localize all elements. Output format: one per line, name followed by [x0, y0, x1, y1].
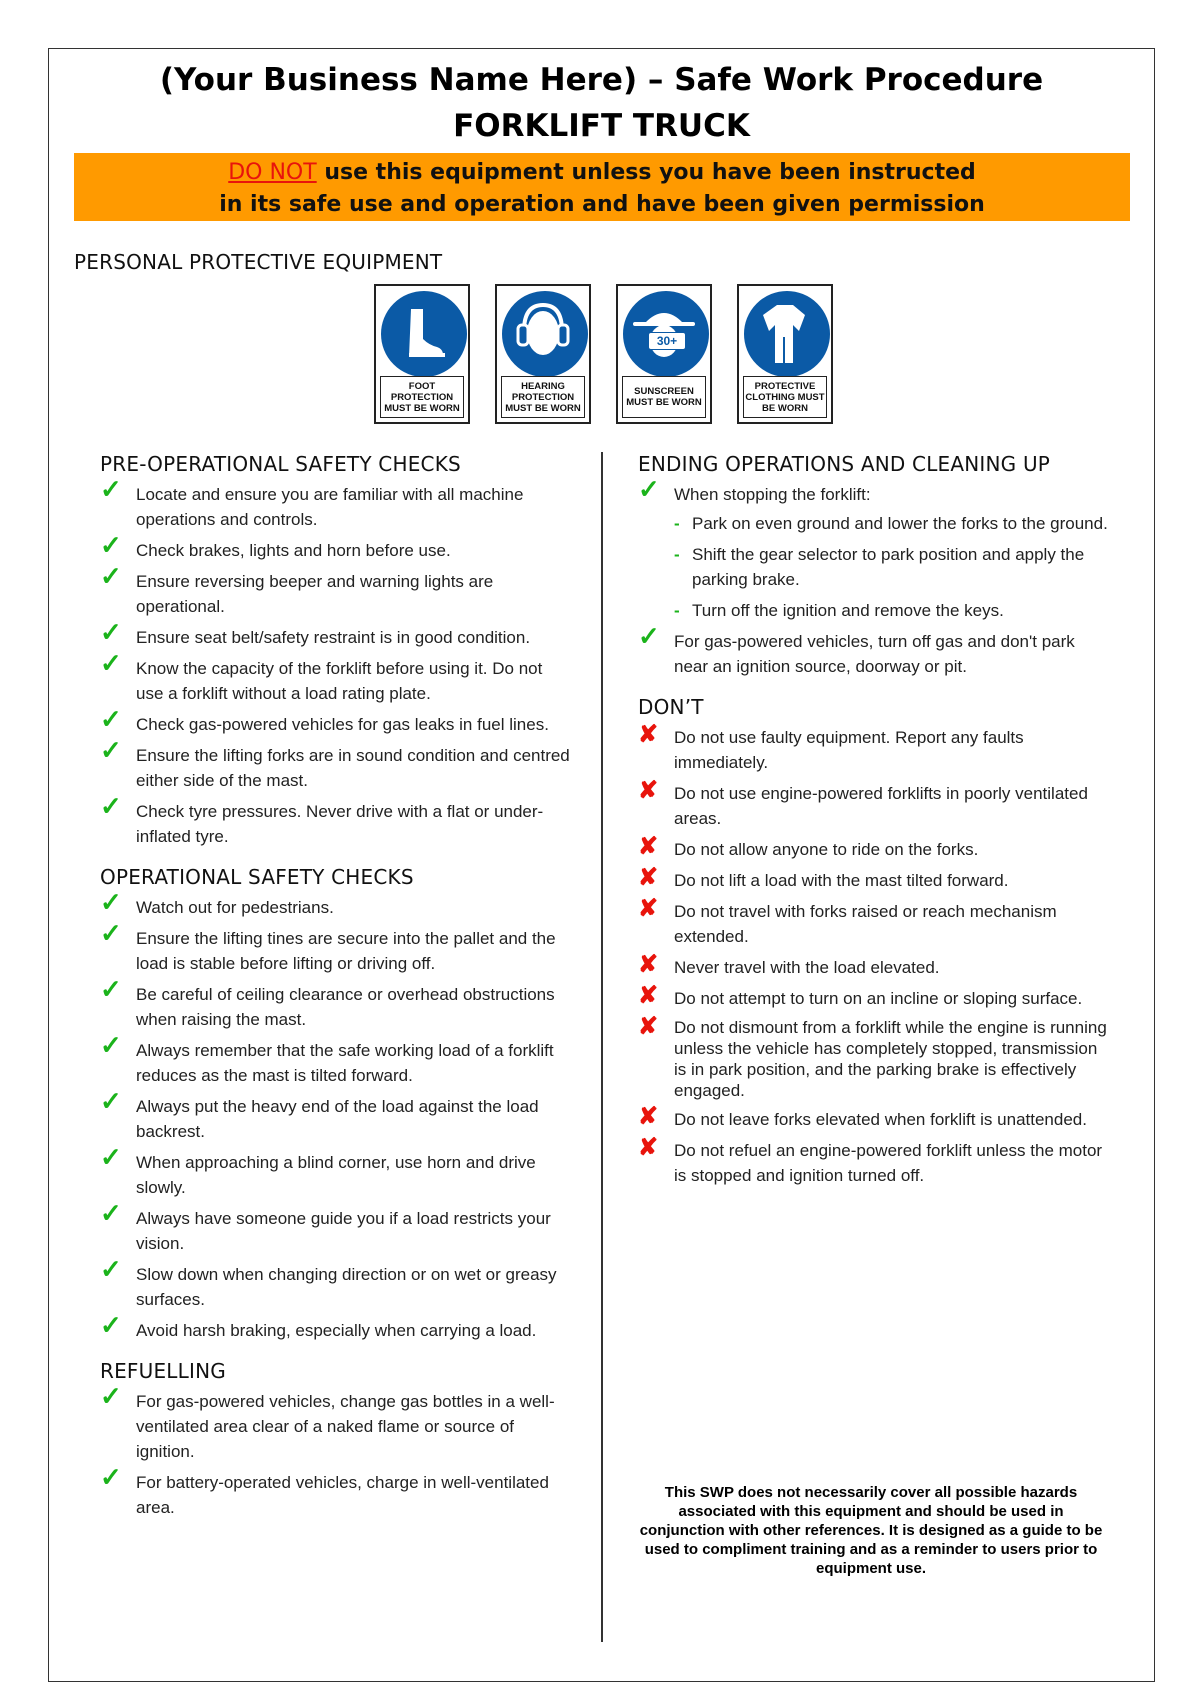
ppe-caption-clothing: PROTECTIVE CLOTHING MUST BE WORN: [743, 376, 827, 418]
ppe-sign-clothing: [737, 284, 833, 424]
ending-section: [638, 452, 1108, 679]
list-item: ✓ Be careful of ceiling clearance or overhead obstructions when raising the mast.: [100, 974, 555, 1029]
check-icon: ✓: [100, 1198, 122, 1228]
check-icon: ✓: [100, 1086, 122, 1116]
refuel-section: [100, 1359, 570, 1520]
list-item: ✘ Do not travel with forks raised or reach mechanism extended.: [638, 895, 1057, 946]
check-icon: ✓: [100, 1030, 122, 1060]
refuel-heading: REFUELLING: [100, 1359, 226, 1383]
ppe-caption-foot: FOOT PROTECTION MUST BE WORN: [380, 376, 464, 418]
list-item: ✘ Do not allow anyone to ride on the forks.: [638, 833, 979, 860]
list-item: ✘ Do not lift a load with the mast tilted forward.: [638, 864, 1009, 891]
ending-list: [638, 474, 1108, 507]
cross-icon: ✘: [638, 777, 659, 804]
op-section: [100, 865, 570, 1343]
check-icon: ✓: [100, 1310, 122, 1340]
list-item: ✓ Locate and ensure you are familiar with all machine operations and controls.: [100, 474, 524, 529]
list-item: ✘ Do not dismount from a forklift while the engine is running unless the vehicle has completely stopped, transmission is in park position, and the parking brake is effectively engaged.: [638, 1013, 1107, 1100]
check-icon: ✓: [100, 561, 122, 591]
check-icon: ✓: [100, 887, 122, 917]
list-item: ✓ Ensure reversing beeper and warning lights are operational.: [100, 561, 494, 616]
left-column: [100, 452, 570, 1536]
cross-icon: ✘: [638, 895, 659, 922]
page-title: (Your Business Name Here) – Safe Work Procedure: [159, 62, 1044, 98]
sub-list-item: - Shift the gear selector to park position and apply the parking brake.: [638, 542, 1108, 592]
check-icon: ✓: [638, 621, 660, 651]
check-icon: ✓: [100, 918, 122, 948]
ppe-sign-foot: [374, 284, 470, 424]
check-icon: ✓: [100, 617, 122, 647]
list-item: ✓ Know the capacity of the forklift before using it. Do not use a forklift without a load rating plate.: [100, 648, 543, 703]
list-item: ✓ Ensure seat belt/safety restraint is in good condition.: [100, 617, 531, 647]
check-icon: ✓: [100, 791, 122, 821]
sub-list-item: - Park on even ground and lower the forks to the ground.: [638, 511, 1108, 536]
right-column: [638, 452, 1108, 1204]
list-item: ✓ Ensure the lifting forks are in sound condition and centred either side of the mast.: [100, 735, 570, 790]
list-item: ✓ Avoid harsh braking, especially when carrying a load.: [100, 1310, 537, 1340]
ending-heading: ENDING OPERATIONS AND CLEANING UP: [638, 452, 1051, 476]
dash-icon: -: [674, 601, 680, 620]
pre-op-heading: PRE-OPERATIONAL SAFETY CHECKS: [100, 452, 461, 476]
ending-sub-list: [638, 511, 1108, 623]
banner-line1: use this equipment unless you have been instructed: [316, 160, 976, 185]
list-item: ✓ Ensure the lifting tines are secure into the pallet and the load is stable before lifting or driving off.: [100, 918, 556, 973]
cross-icon: ✘: [638, 833, 659, 860]
ppe-signs: [374, 284, 833, 424]
cross-icon: ✘: [638, 982, 659, 1009]
check-icon: ✓: [100, 648, 122, 678]
sub-list-item: - Turn off the ignition and remove the keys.: [638, 598, 1108, 623]
banner-line2: in its safe use and operation and have been given permission: [219, 192, 985, 217]
pre-op-list: [100, 474, 570, 849]
cross-icon: ✘: [638, 721, 659, 748]
dash-icon: -: [674, 545, 680, 564]
dont-section: [638, 695, 1108, 1188]
cross-icon: ✘: [638, 1134, 659, 1161]
ear-muffs-icon: [502, 291, 584, 373]
check-icon: ✓: [100, 974, 122, 1004]
cross-icon: ✘: [638, 1013, 659, 1040]
check-icon: ✓: [100, 530, 122, 560]
check-icon: ✓: [100, 1142, 122, 1172]
list-item: ✓ For battery-operated vehicles, charge in well-ventilated area.: [100, 1462, 549, 1517]
list-item: ✓ Always put the heavy end of the load against the load backrest.: [100, 1086, 539, 1141]
op-list: [100, 887, 570, 1343]
do-not-text: DO NOT: [228, 160, 317, 185]
list-item: ✓ Always remember that the safe working load of a forklift reduces as the mast is tilted forward.: [100, 1030, 554, 1085]
list-item: ✓ Always have someone guide you if a load restricts your vision.: [100, 1198, 551, 1253]
list-item: ✓ Check gas-powered vehicles for gas leaks in fuel lines.: [100, 704, 549, 734]
ppe-heading: PERSONAL PROTECTIVE EQUIPMENT: [74, 250, 443, 274]
ppe-caption-hearing: HEARING PROTECTION MUST BE WORN: [501, 376, 585, 418]
cross-icon: ✘: [638, 951, 659, 978]
spf-badge: 30+: [648, 332, 686, 350]
ending-list-2: [638, 621, 1108, 679]
check-icon: ✓: [100, 474, 122, 504]
list-item: ✘ Do not refuel an engine-powered forklift unless the motor is stopped and ignition turned off.: [638, 1134, 1103, 1185]
check-icon: ✓: [100, 704, 122, 734]
refuel-list: [100, 1381, 570, 1520]
ppe-caption-sunscreen: SUNSCREEN MUST BE WORN: [622, 376, 706, 418]
dash-icon: -: [674, 514, 680, 533]
op-heading: OPERATIONAL SAFETY CHECKS: [100, 865, 414, 889]
list-item: ✓ When approaching a blind corner, use horn and drive slowly.: [100, 1142, 536, 1197]
cross-icon: ✘: [638, 864, 659, 891]
list-item: ✘ Do not attempt to turn on an incline or sloping surface.: [638, 982, 1083, 1009]
dont-heading: DON’T: [638, 695, 704, 719]
ppe-sign-hearing: [495, 284, 591, 424]
list-item: ✓ Check tyre pressures. Never drive with a flat or under-inflated tyre.: [100, 791, 544, 846]
list-item: ✘ Do not use faulty equipment. Report any faults immediately.: [638, 721, 1024, 772]
check-icon: ✓: [100, 1462, 122, 1492]
cross-icon: ✘: [638, 1103, 659, 1130]
warning-banner: [74, 153, 1130, 221]
list-item: ✓ When stopping the forklift:: [638, 474, 871, 504]
check-icon: ✓: [100, 735, 122, 765]
list-item: ✘ Never travel with the load elevated.: [638, 951, 940, 978]
boot-icon: [381, 291, 463, 373]
coverall-icon: [744, 291, 826, 373]
list-item: ✓ Check brakes, lights and horn before use.: [100, 530, 451, 560]
dont-list: [638, 721, 1108, 1188]
check-icon: ✓: [100, 1381, 122, 1411]
page-subtitle: FORKLIFT TRUCK: [453, 108, 750, 144]
ppe-sign-sunscreen: [616, 284, 712, 424]
check-icon: ✓: [100, 1254, 122, 1284]
list-item: ✓ For gas-powered vehicles, change gas bottles in a well-ventilated area clear of a naked flame or source of ignition.: [100, 1381, 555, 1461]
list-item: ✘ Do not leave forks elevated when forklift is unattended.: [638, 1103, 1087, 1130]
column-divider: [601, 452, 603, 1642]
list-item: ✓ Slow down when changing direction or on wet or greasy surfaces.: [100, 1254, 557, 1309]
list-item: ✘ Do not use engine-powered forklifts in poorly ventilated areas.: [638, 777, 1088, 828]
check-icon: ✓: [638, 474, 660, 504]
list-item: ✓ For gas-powered vehicles, turn off gas and don't park near an ignition source, doorway or pit.: [638, 621, 1075, 676]
list-item: ✓ Watch out for pedestrians.: [100, 887, 334, 917]
disclaimer: This SWP does not necessarily cover all possible hazards associated with this equipment and should be used in conjunction with other references. It is designed as a guide to be used to compliment training and as a reminder to users prior to equipment use.: [639, 1484, 1103, 1577]
pre-op-section: [100, 452, 570, 849]
